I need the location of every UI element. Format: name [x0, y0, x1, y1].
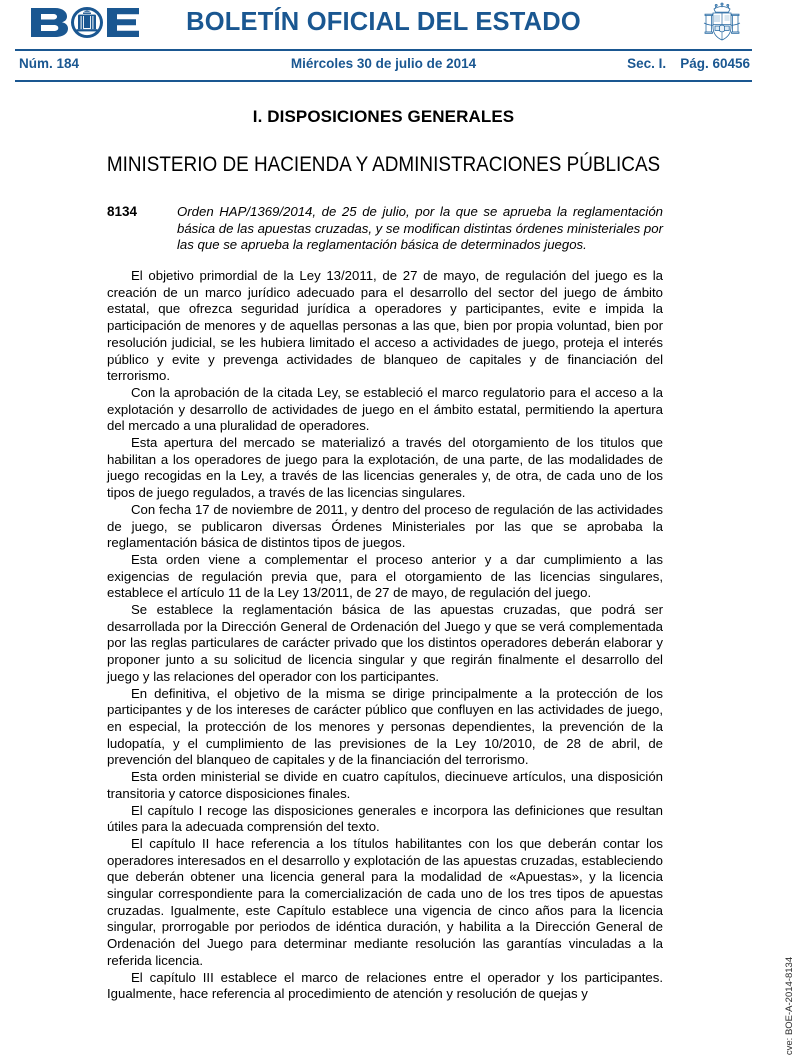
- coat-of-arms-icon: [699, 2, 745, 45]
- body-paragraph: Esta apertura del mercado se materializó a través del otorgamiento de los titulos que habilitan a los operadores de juego para la explotación, de una parte, de las modalidades de juego recogidas en la Ley, a través de las licencias generales y, de otra, de cada uno de los tipos de juego regulados, a través de las licencias singulares.: [107, 435, 663, 501]
- body-paragraph: El capítulo I recoge las disposiciones generales e incorpora las definiciones que resultan útiles para la adecuada comprensión del texto.: [107, 802, 663, 835]
- body-paragraph: Se establece la reglamentación básica de las apuestas cruzadas, que podrá ser desarrollada por la Dirección General de Ordenación del Juego y que se verá complementada por las reglas particulares de carácter privado que los distintos operadores deberán elaborar y proponer junto a su solicitud de licencia singular y que regirán finalmente el desarrollo del juego y las relaciones del operador con los participantes.: [107, 602, 663, 684]
- cve-label: cve: BOE-A-2014-8134: [784, 956, 795, 1055]
- cve-container: [739, 876, 795, 1055]
- body-paragraph: En definitiva, el objetivo de la misma se dirige principalmente a la protección de los participantes y de los intereses de carácter público que confluyen en las actividades de juego, en especial, la protección de los menores y personas dependientes, la prevención de la ludopatía, y el cumplimiento de las previsiones de la Ley 10/2010, de 28 de abril, de prevención del blanqueo de capitales y de la financiación del terrorismo.: [107, 685, 663, 768]
- body-paragraph: Esta orden viene a complementar el proceso anterior y a dar cumplimiento a las exigencias de regulación previa que, para el otorgamiento de las licencias singulares, establece el artículo 11 de la Ley 13/2011, de 27 de mayo, de regulación del juego.: [107, 551, 663, 601]
- header-infobar: [15, 54, 752, 78]
- section-heading: I. DISPOSICIONES GENERALES: [252, 107, 515, 126]
- header-rule-bottom: [15, 80, 752, 82]
- body-paragraph: Con la aprobación de la citada Ley, se estableció el marco regulatorio para el acceso a la explotación y desarrollo de actividades de juego en el ámbito estatal, permitiendo la apertura del mercado a una pluralidad de operadores.: [107, 384, 663, 434]
- order-number: 8134: [107, 204, 138, 219]
- page-label: Pág. 60456: [680, 56, 750, 71]
- document-body: [107, 268, 663, 1003]
- masthead: [0, 0, 767, 46]
- page-title: BOLETÍN OFICIAL DEL ESTADO: [186, 8, 581, 36]
- body-paragraph: El objetivo primordial de la Ley 13/2011, de 27 de mayo, de regulación del juego es la creación de un marco jurídico adecuado para el desarrollo del sector del juego de ámbito estatal, que ofrezca seguridad jurídica a operadores y participantes, evite e impida la participación de menores y de aquellas personas a las que, bien por propia voluntad, bien por resolución judicial, se les hubiera limitado el acceso a actividades de juego, proteja el interés público y evite y prevenga actividades de blanqueo de capitales y de financiación del terrorismo.: [107, 268, 663, 384]
- body-paragraph: Con fecha 17 de noviembre de 2011, y dentro del proceso de regulación de las actividades de juego, se publicaron diversas Órdenes Ministeriales por las que se aprobaba la reglamentación básica de distintos tipos de juegos.: [107, 501, 663, 551]
- ministry-heading: MINISTERIO DE HACIENDA Y ADMINISTRACIONES PÚBLICAS: [106, 152, 661, 176]
- order-header: [107, 204, 663, 254]
- issue-date: Miércoles 30 de julio de 2014: [290, 56, 477, 71]
- order-title: Orden HAP/1369/2014, de 25 de julio, por la que se aprueba la reglamentación básica de las apuestas cruzadas, y se modifican distintas órdenes ministeriales por las que se aprueba la reglamentación básica de determinados juegos.: [177, 204, 663, 253]
- body-paragraph: Esta orden ministerial se divide en cuatro capítulos, diecinueve artículos, una disposición transitoria y catorce disposiciones finales.: [107, 769, 663, 801]
- issue-number: Núm. 184: [19, 56, 80, 71]
- section-label: Sec. I.: [627, 56, 667, 71]
- header-rule-top: [15, 49, 752, 51]
- body-paragraph: El capítulo II hace referencia a los títulos habilitantes con los que deberán contar los operadores interesados en el desarrollo y explotación de las apuestas cruzadas, estableciendo que deberán obtener una licencia general para la modalidad de «Apuestas», y la licencia singular correspondiente para la comercialización de cada uno de los tres tipos de apuestas cruzadas. Igualmente, este Capítulo establece una vigencia de cinco años para la licencia singular, prorrogable por periodos de idéntica duración, y habilita a la Dirección General de Ordenación del Juego para determinar mediante resolución las garantías vinculadas a la referida licencia.: [107, 835, 663, 968]
- section-page-group: [627, 56, 750, 71]
- body-paragraph: El capítulo III establece el marco de relaciones entre el operador y los participantes. Igualmente, hace referencia al procedimiento de atención y resolución de quejas y: [107, 969, 663, 1002]
